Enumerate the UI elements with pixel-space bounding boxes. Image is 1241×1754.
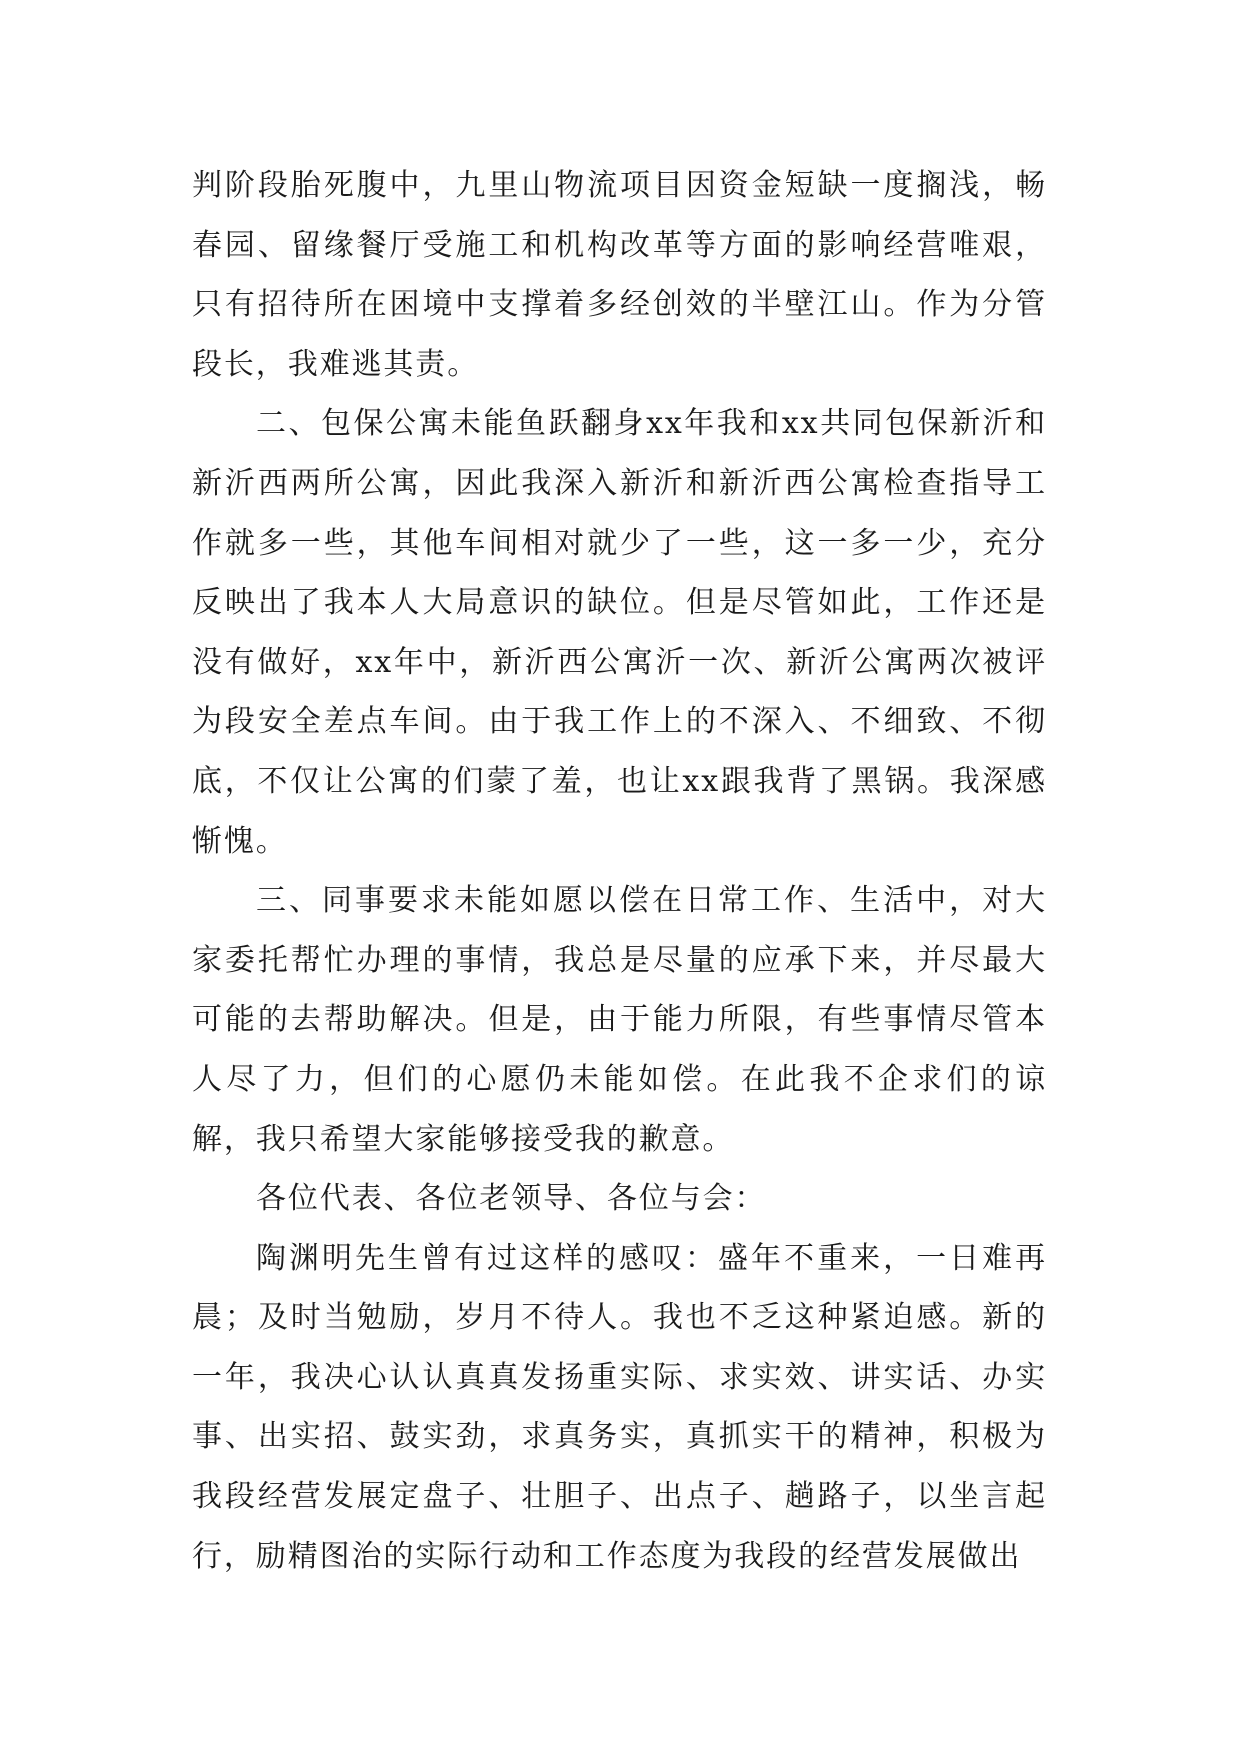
paragraph-2: 二、包保公寓未能鱼跃翻身xx年我和xx共同包保新沂和新沂西两所公寓，因此我深入新沂和新沂西公寓检查指导工作就多一些，其他车间相对就少了一些，这一多一少，充分反映出了我本人大局意识的缺位。但是尽管如此，工作还是没有做好，xx年中，新沂西公寓沂一次、新沂公寓两次被评为段安全差点车间。由于我工作上的不深入、不细致、不彻底，不仅让公寓的们蒙了羞，也让xx跟我背了黑锅。我深感惭愧。	[192, 406, 1047, 859]
document-body	[192, 156, 1047, 1586]
paragraph-3: 三、同事要求未能如愿以偿在日常工作、生活中，对大家委托帮忙办理的事情，我总是尽量的应承下来，并尽最大可能的去帮助解决。但是，由于能力所限，有些事情尽管本人尽了力，但们的心愿仍未能如偿。在此我不企求们的谅解，我只希望大家能够接受我的歉意。	[192, 883, 1047, 1157]
paragraph-5: 陶渊明先生曾有过这样的感叹：盛年不重来，一日难再晨；及时当勉励，岁月不待人。我也不乏这种紧迫感。新的一年，我决心认认真真发扬重实际、求实效、讲实话、办实事、出实招、鼓实劲，求真务实，真抓实干的精神，积极为我段经营发展定盘子、壮胆子、出点子、趟路子，以坐言起行，励精图治的实际行动和工作态度为我段的经营发展做出	[192, 1240, 1047, 1574]
paragraph-1: 判阶段胎死腹中，九里山物流项目因资金短缺一度搁浅，畅春园、留缘餐厅受施工和机构改革等方面的影响经营唯艰，只有招待所在困境中支撑着多经创效的半壁江山。作为分管段长，我难逃其责。	[192, 168, 1047, 382]
paragraph-4: 各位代表、各位老领导、各位与会：	[256, 1181, 767, 1217]
